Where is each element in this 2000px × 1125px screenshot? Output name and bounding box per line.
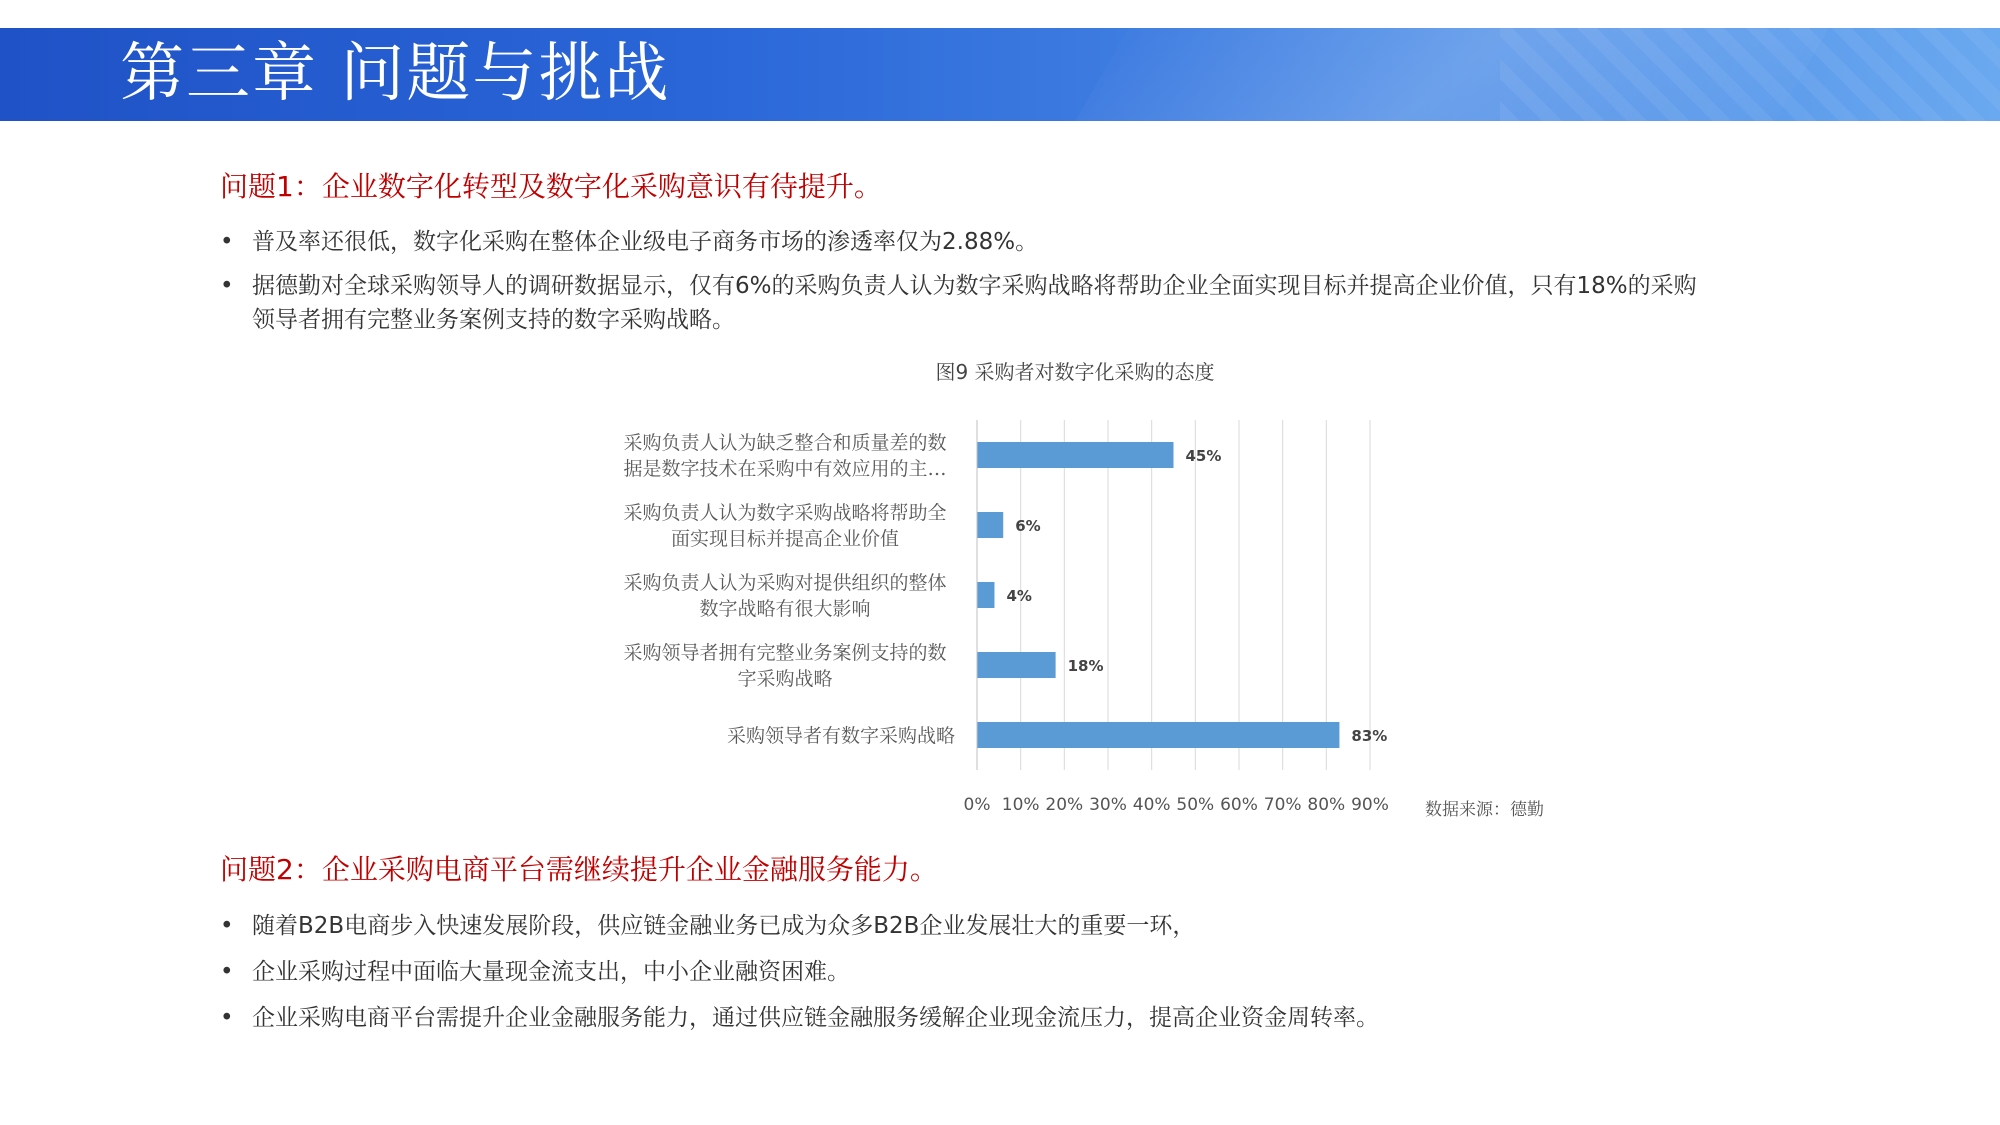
data-label: 18% bbox=[1067, 657, 1104, 675]
bar bbox=[977, 512, 1003, 538]
bullet-item: • 企业采购电商平台需提升企业金融服务能力，通过供应链金融服务缓解企业现金流压力，提高企业资金周转率。 bbox=[220, 1001, 1700, 1035]
x-tick-label: 90% bbox=[1351, 795, 1389, 815]
problem-2-bullets bbox=[220, 909, 1700, 1047]
category-label: 采购领导者有数字采购战略 bbox=[726, 725, 955, 747]
bar bbox=[977, 442, 1174, 468]
x-tick-label: 30% bbox=[1089, 795, 1127, 815]
bar bbox=[977, 722, 1339, 748]
data-label: 45% bbox=[1185, 447, 1222, 465]
bullet-item: • 普及率还很低，数字化采购在整体企业级电子商务市场的渗透率仅为2.88%。 bbox=[220, 225, 1700, 259]
bar bbox=[977, 652, 1056, 678]
data-label: 83% bbox=[1351, 727, 1388, 745]
problem-2-heading: 问题2：企业采购电商平台需继续提升企业金融服务能力。 bbox=[220, 853, 938, 886]
figure-caption: 图9 采购者对数字化采购的态度 bbox=[935, 360, 1215, 384]
category-label: 采购负责人认为缺乏整合和质量差的数据是数字技术在采购中有效应用的主… bbox=[623, 432, 947, 480]
bar bbox=[977, 582, 994, 608]
x-tick-label: 10% bbox=[1001, 795, 1040, 815]
problem-1-heading: 问题1：企业数字化转型及数字化采购意识有待提升。 bbox=[220, 170, 882, 203]
x-tick-label: 80% bbox=[1307, 795, 1346, 815]
x-tick-label: 0% bbox=[963, 795, 991, 815]
x-tick-label: 60% bbox=[1220, 795, 1258, 815]
x-tick-label: 70% bbox=[1263, 795, 1302, 815]
data-label: 6% bbox=[1015, 517, 1041, 535]
category-label: 采购负责人认为采购对提供组织的整体数字战略有很大影响 bbox=[623, 572, 947, 620]
category-label: 采购负责人认为数字采购战略将帮助全面实现目标并提高企业价值 bbox=[623, 502, 947, 550]
x-tick-label: 40% bbox=[1132, 795, 1171, 815]
category-label: 采购领导者拥有完整业务案例支持的数字采购战略 bbox=[623, 642, 947, 690]
x-tick-label: 20% bbox=[1045, 795, 1084, 815]
data-source: 数据来源：德勤 bbox=[1425, 800, 1544, 820]
bullet-item: • 随着B2B电商步入快速发展阶段，供应链金融业务已成为众多B2B企业发展壮大的重要一环， bbox=[220, 909, 1700, 943]
problem-1-bullets bbox=[220, 225, 1700, 347]
header-banner bbox=[0, 28, 2000, 121]
bar-chart bbox=[560, 405, 1420, 835]
bullet-item: • 企业采购过程中面临大量现金流支出，中小企业融资困难。 bbox=[220, 955, 1700, 989]
data-label: 4% bbox=[1006, 587, 1032, 605]
page-title: 第三章 问题与挑战 bbox=[120, 37, 671, 111]
x-tick-label: 50% bbox=[1176, 795, 1215, 815]
banner-pattern bbox=[1500, 28, 2000, 121]
bullet-item: • 据德勤对全球采购领导人的调研数据显示，仅有6%的采购负责人认为数字采购战略将帮助企业全面实现目标并提高企业价值，只有18%的采购领导者拥有完整业务案例支持的数字采购战略。 bbox=[220, 269, 1700, 337]
